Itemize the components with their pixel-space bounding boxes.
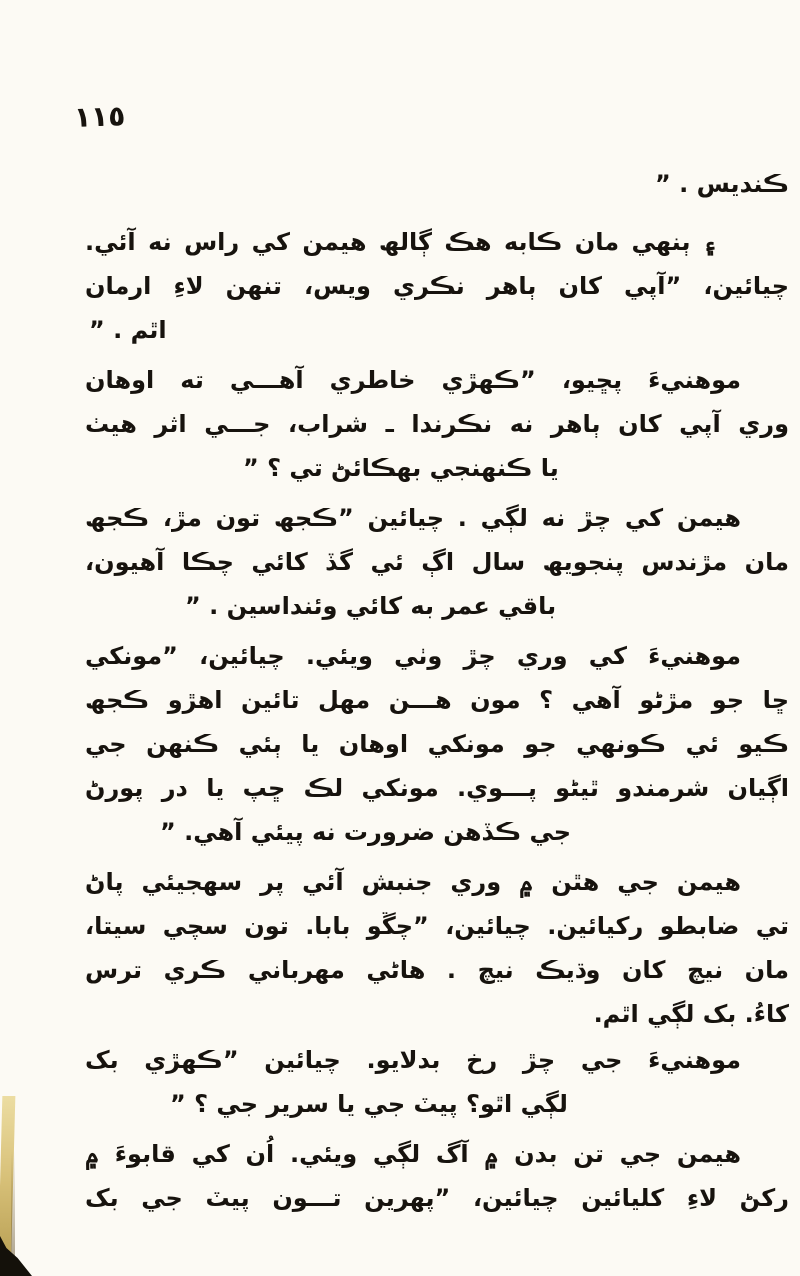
text-line: مان مڙندس پنجويھ سال اڳ ئي گڏ کائي چڪا آهيون، bbox=[85, 548, 789, 576]
text-line: ڇا جو مڙڻو آهي ؟ مون هـــن مهل تائين اهڙو ڪجھ bbox=[85, 686, 789, 714]
page-number: ١١٥ bbox=[73, 99, 126, 134]
page-text bbox=[85, 160, 789, 1220]
text-line: مان نيچ کان وڌيڪ نيچ . هاڻي مهرباني ڪري ترس bbox=[85, 956, 789, 984]
text-line: يا ڪنهنجي بهڪائڻ تي ؟ ” bbox=[243, 454, 559, 482]
text-line: اڳيان شرمندو ٿيڻو پـــوي. مونکي لڪ ڇپ يا در پورڻ bbox=[85, 774, 789, 802]
text-line: جي ڪڏهن ضرورت نه پيئي آهي. ” bbox=[160, 818, 572, 846]
text-line: ڪنديس . ” bbox=[655, 170, 789, 198]
text-line: موهنيءَ کي وري چڙ وٺي ويئي. چيائين، ”مونکي bbox=[85, 642, 741, 670]
text-line: ۽ ٻنهي مان ڪابه هڪ ڳالھ هيمن کي راس نه آئي. bbox=[85, 228, 717, 256]
text-line: تي ضابطو رکيائين. چيائين، ”چڱو بابا. تون سچي سيتا، bbox=[85, 912, 789, 940]
text-line: رکڻ لاءِ کليائين چيائين، ”پهرين تـــون پيٽ جي بک bbox=[85, 1184, 789, 1212]
text-line: موهنيءَ پڇيو، ”ڪهڙي خاطري آهـــي ته اوهان bbox=[85, 366, 741, 394]
paragraph bbox=[85, 206, 789, 352]
text-line: موهنيءَ جي چڙ رخ بدلايو. چيائين ”ڪهڙي بک bbox=[85, 1046, 741, 1074]
text-line: چيائين، ”آپي کان ٻاهر نڪري ويس، تنهن لاءِ ارمان bbox=[85, 272, 789, 300]
text-line: لڳي اٿو؟ پيٽ جي يا سرير جي ؟ ” bbox=[170, 1090, 568, 1118]
text-line: هيمن کي چڙ نه لڳي . چيائين ”ڪجھ تون مڙ، ڪجھ bbox=[85, 504, 741, 532]
text-line: وري آپي کان ٻاهر نه نڪرندا ـ شراب، جـــي اثر هيٺ bbox=[85, 410, 789, 438]
paragraph bbox=[85, 352, 789, 490]
paragraph bbox=[85, 160, 789, 206]
text-line: اٿم . ” bbox=[89, 316, 167, 344]
text-line: باقي عمر به کائي وئنداسين . ” bbox=[185, 592, 557, 620]
paragraph bbox=[85, 1126, 789, 1220]
paragraph bbox=[85, 1036, 789, 1126]
text-line: کاءُ. بک لڳي اٿم. bbox=[593, 1000, 789, 1028]
text-line: هيمن جي تن بدن ۾ آگ لڳي ويئي. اُن کي قابوءَ ۾ bbox=[85, 1140, 741, 1168]
paragraph bbox=[85, 490, 789, 628]
paragraph bbox=[85, 628, 789, 854]
text-line: ڪيو ئي ڪونهي جو مونکي اوهان يا ٻئي ڪنهن جي bbox=[85, 730, 789, 758]
text-line: هيمن جي هٿن ۾ وري جنبش آئي پر سهجيئي پاڻ bbox=[85, 868, 741, 896]
paragraph bbox=[85, 854, 789, 1036]
